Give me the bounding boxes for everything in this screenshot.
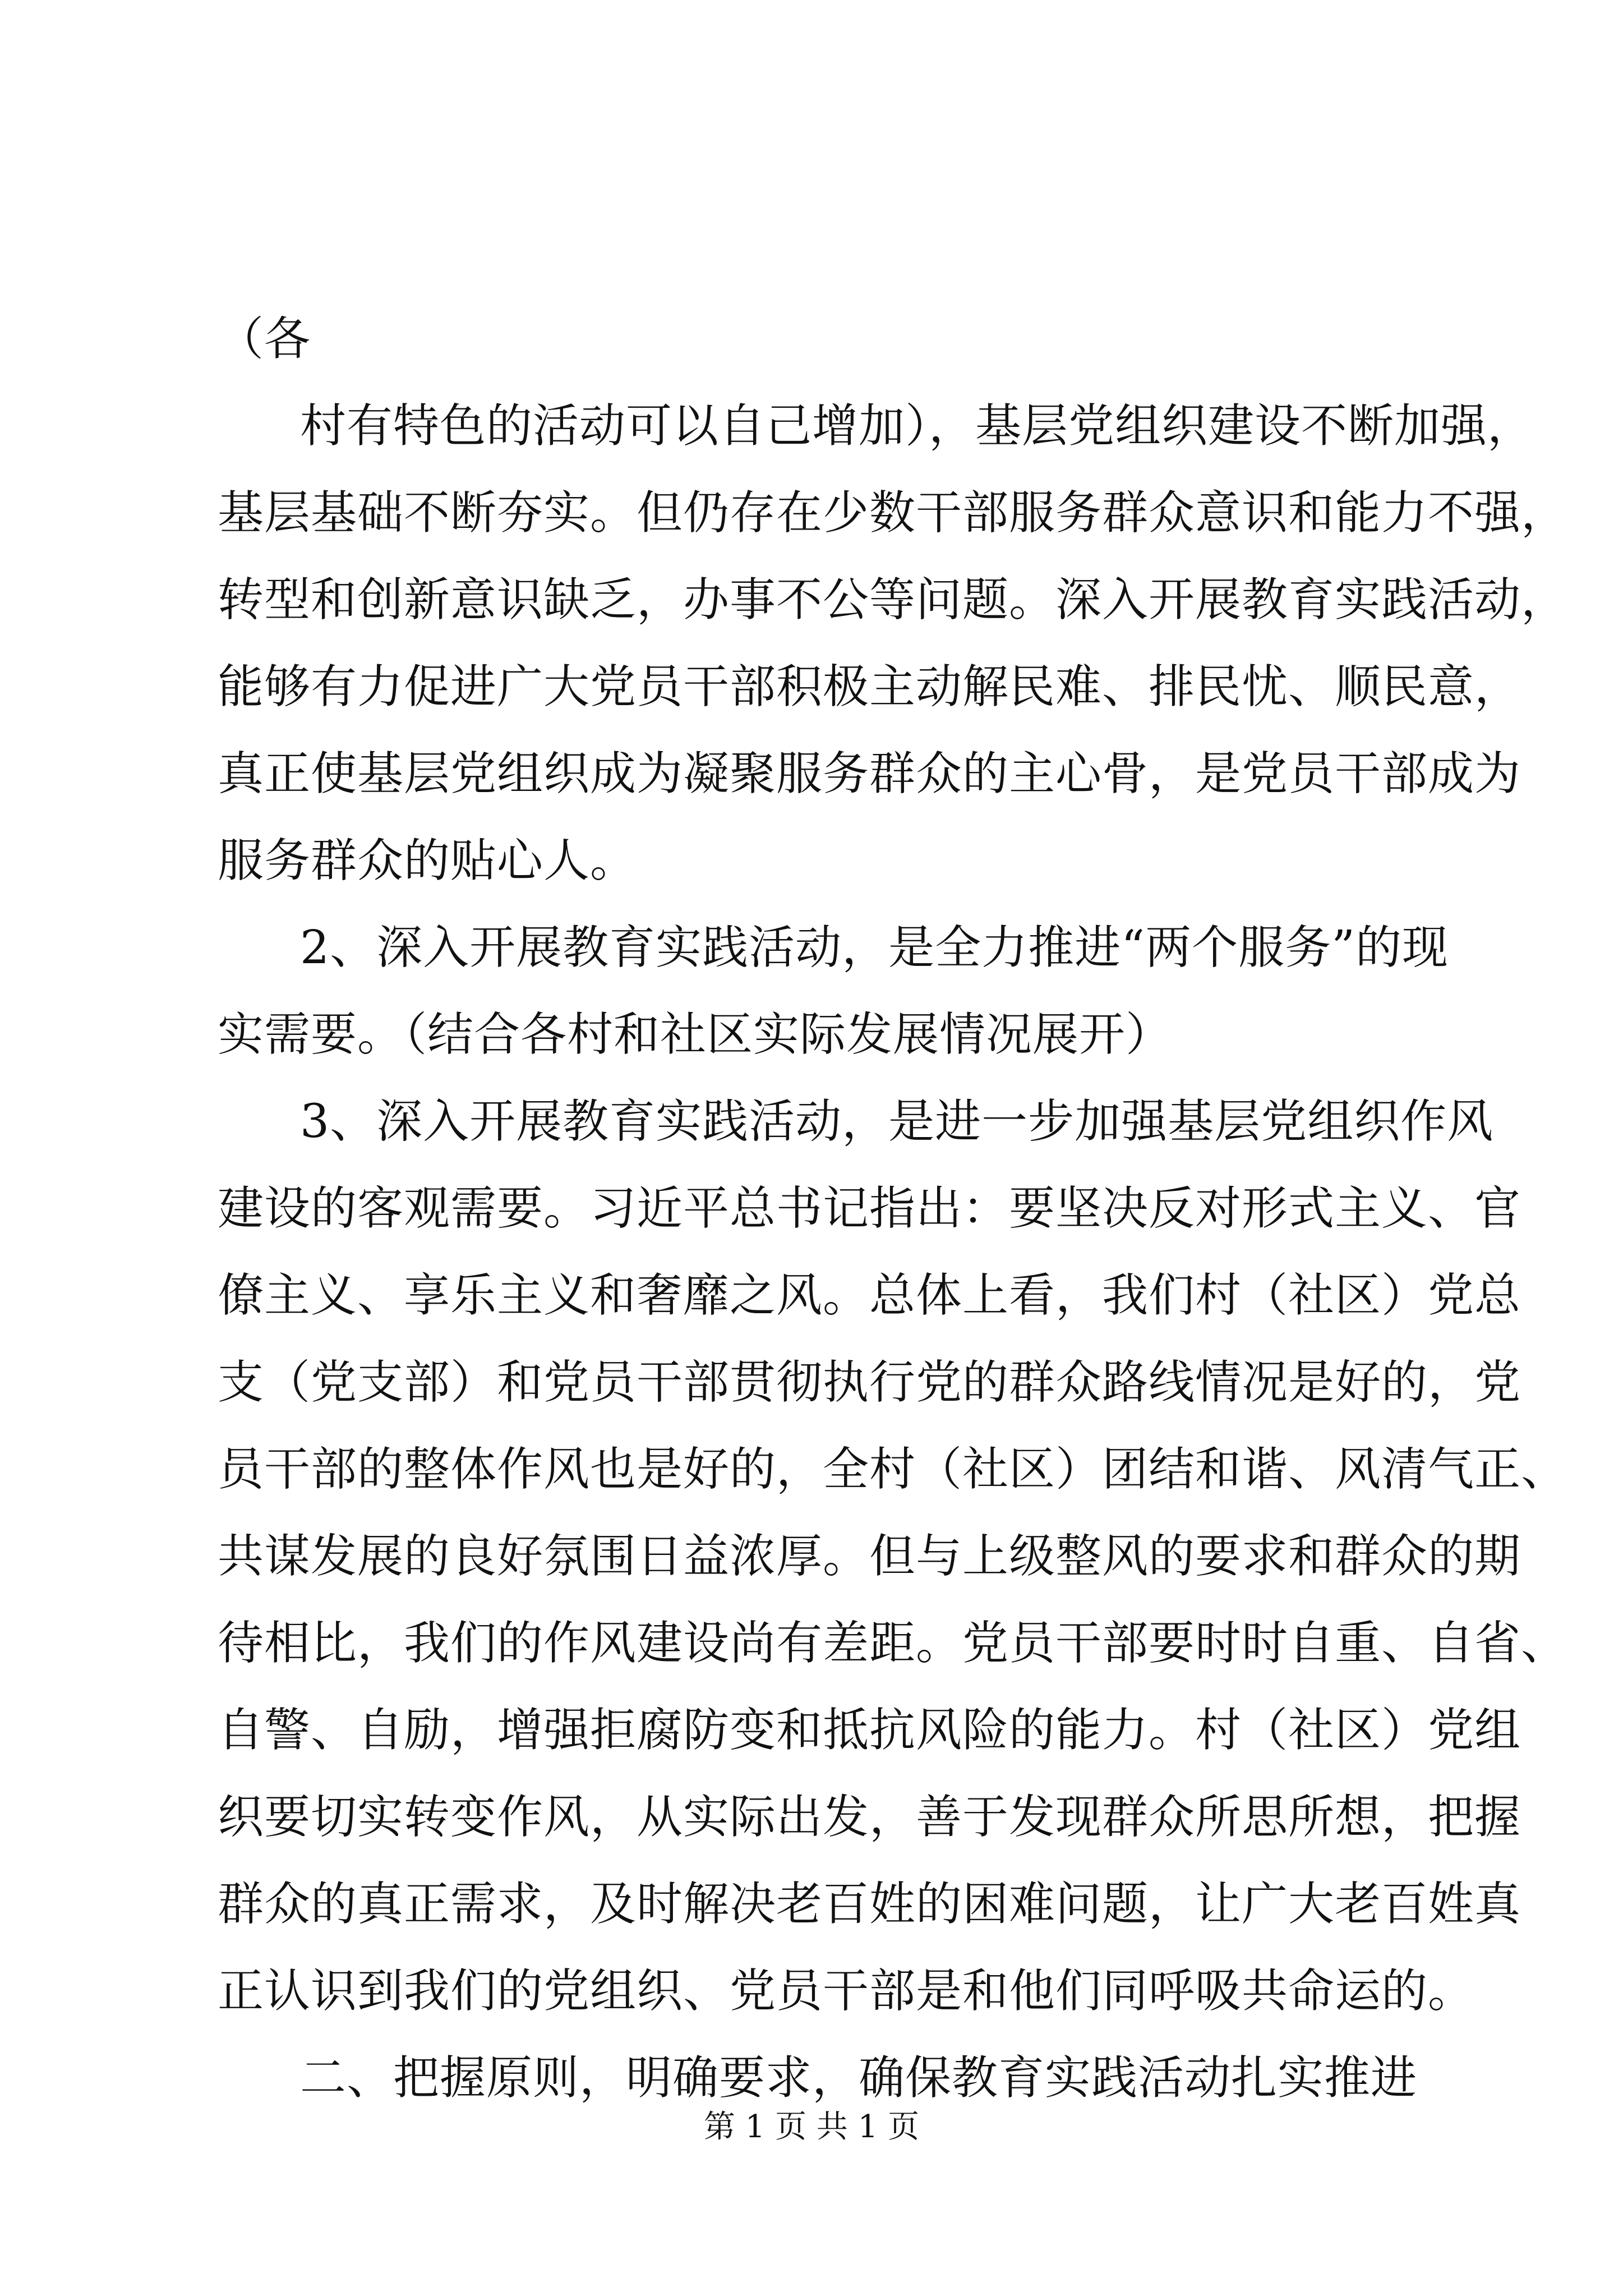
page-footer: 第 1 页 共 1 页 — [703, 2109, 920, 2145]
text-line-9: 实需要。（结合各村和社区实际发展情况展开） — [218, 1008, 1173, 1061]
text-line-19: 群众的真正需求，及时解决老百姓的困难问题，让广大老百姓真 — [218, 1878, 1521, 1931]
section-heading: 二、把握原则，明确要求，确保教育实践活动扎实推进 — [300, 2051, 1418, 2105]
text-line-10: 3、深入开展教育实践活动，是进一步加强基层党组织作风 — [300, 1095, 1494, 1148]
text-line-1: （各 — [218, 312, 311, 366]
text-line-11: 建设的客观需要。习近平总书记指出：要坚决反对形式主义、官 — [218, 1182, 1521, 1235]
text-line-7: 服务群众的贴心人。 — [218, 834, 637, 887]
text-line-13: 支（党支部）和党员干部贯彻执行党的群众路线情况是好的，党 — [218, 1356, 1521, 1409]
text-line-20: 正认识到我们的党组织、党员干部是和他们同呼吸共命运的。 — [218, 1964, 1475, 2018]
text-line-17: 自警、自励，增强拒腐防变和抵抗风险的能力。村（社区）党组 — [218, 1704, 1521, 1757]
text-line-6: 真正使基层党组织成为凝聚服务群众的主心骨，是党员干部成为 — [218, 747, 1521, 800]
text-line-5: 能够有力促进广大党员干部积极主动解民难、排民忧、顺民意， — [218, 660, 1521, 714]
text-line-14: 员干部的整体作风也是好的，全村（社区）团结和谐、风清气正、 — [218, 1443, 1568, 1496]
text-line-18: 织要切实转变作风，从实际出发，善于发现群众所思所想，把握 — [218, 1791, 1521, 1844]
text-line-2: 村有特色的活动可以自己增加），基层党组织建设不断加强， — [300, 399, 1534, 453]
text-line-15: 共谋发展的良好氛围日益浓厚。但与上级整风的要求和群众的期 — [218, 1530, 1521, 1583]
text-line-3: 基层基础不断夯实。但仍存在少数干部服务群众意识和能力不强， — [218, 486, 1568, 540]
text-line-8: 2、深入开展教育实践活动，是全力推进“两个服务”的现 — [300, 921, 1449, 974]
text-line-12: 僚主义、享乐主义和奢靡之风。总体上看，我们村（社区）党总 — [218, 1269, 1521, 1322]
text-line-4: 转型和创新意识缺乏，办事不公等问题。深入开展教育实践活动， — [218, 573, 1568, 627]
text-line-16: 待相比，我们的作风建设尚有差距。党员干部要时时自重、自省、 — [218, 1617, 1568, 1670]
